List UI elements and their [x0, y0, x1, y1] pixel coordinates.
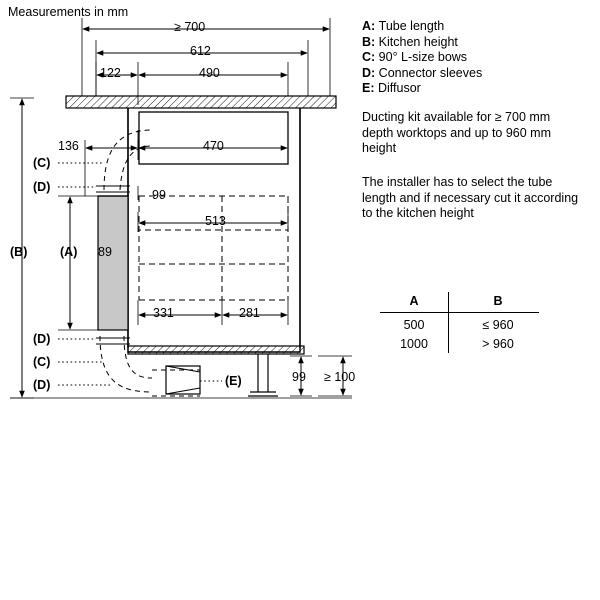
dimension-122: 122	[100, 66, 121, 80]
callout-c-bottom: (C)	[33, 355, 51, 369]
callout-b: (B)	[10, 245, 28, 259]
dimension-99-vertical: 99	[292, 370, 306, 384]
callout-d-mid: (D)	[33, 332, 51, 346]
note-installer: The installer has to select the tube length and if necessary cut it according to the kitchen height	[362, 175, 579, 220]
dimension-281: 281	[239, 306, 260, 320]
legend-label-d: Connector sleeves	[378, 65, 483, 80]
table-cell-b-2: > 960	[482, 337, 514, 351]
legend-label-a: Tube length	[378, 19, 445, 33]
dimension-470: 470	[203, 139, 224, 153]
callout-d-top: (D)	[33, 180, 51, 194]
dimension-700: ≥ 700	[174, 20, 206, 34]
legend-key-b: B:	[362, 34, 379, 49]
table-cell-a-1: 500	[380, 313, 449, 335]
legend-key-e: E:	[362, 81, 378, 95]
legend-label-b: Kitchen height	[378, 34, 458, 49]
note-ducting-kit: Ducting kit available for ≥ 700 mm depth worktops and up to 960 mm height	[362, 110, 552, 155]
measurement-units-note: Measurements in mm	[8, 5, 129, 19]
dimension-331: 331	[153, 306, 174, 320]
legend-key-d: D:	[362, 65, 379, 80]
callout-d-bottom: (D)	[33, 378, 51, 392]
legend-label-e: Diffusor	[377, 81, 421, 95]
table-cell-b-1: ≤ 960	[482, 318, 514, 332]
legend-key-c: C:	[362, 50, 379, 64]
callout-e: (E)	[225, 374, 242, 388]
legend-label-c: 90° L-size bows	[378, 50, 468, 64]
table-header-a: A	[380, 292, 449, 313]
dimension-99-horizontal: 99	[152, 188, 166, 202]
callout-a: (A)	[60, 245, 78, 259]
dimension-513: 513	[205, 214, 226, 228]
table-cell-a-2: 1000	[380, 334, 449, 353]
dimension-612: 612	[190, 44, 211, 58]
dimension-89: 89	[98, 245, 112, 259]
legend-key-a: A:	[362, 19, 379, 33]
table-header-b: B	[449, 292, 540, 313]
callout-c-top: (C)	[33, 156, 51, 170]
dimension-136: 136	[58, 139, 79, 153]
dimension-490: 490	[199, 66, 220, 80]
dimension-min-100: ≥ 100	[324, 370, 356, 384]
